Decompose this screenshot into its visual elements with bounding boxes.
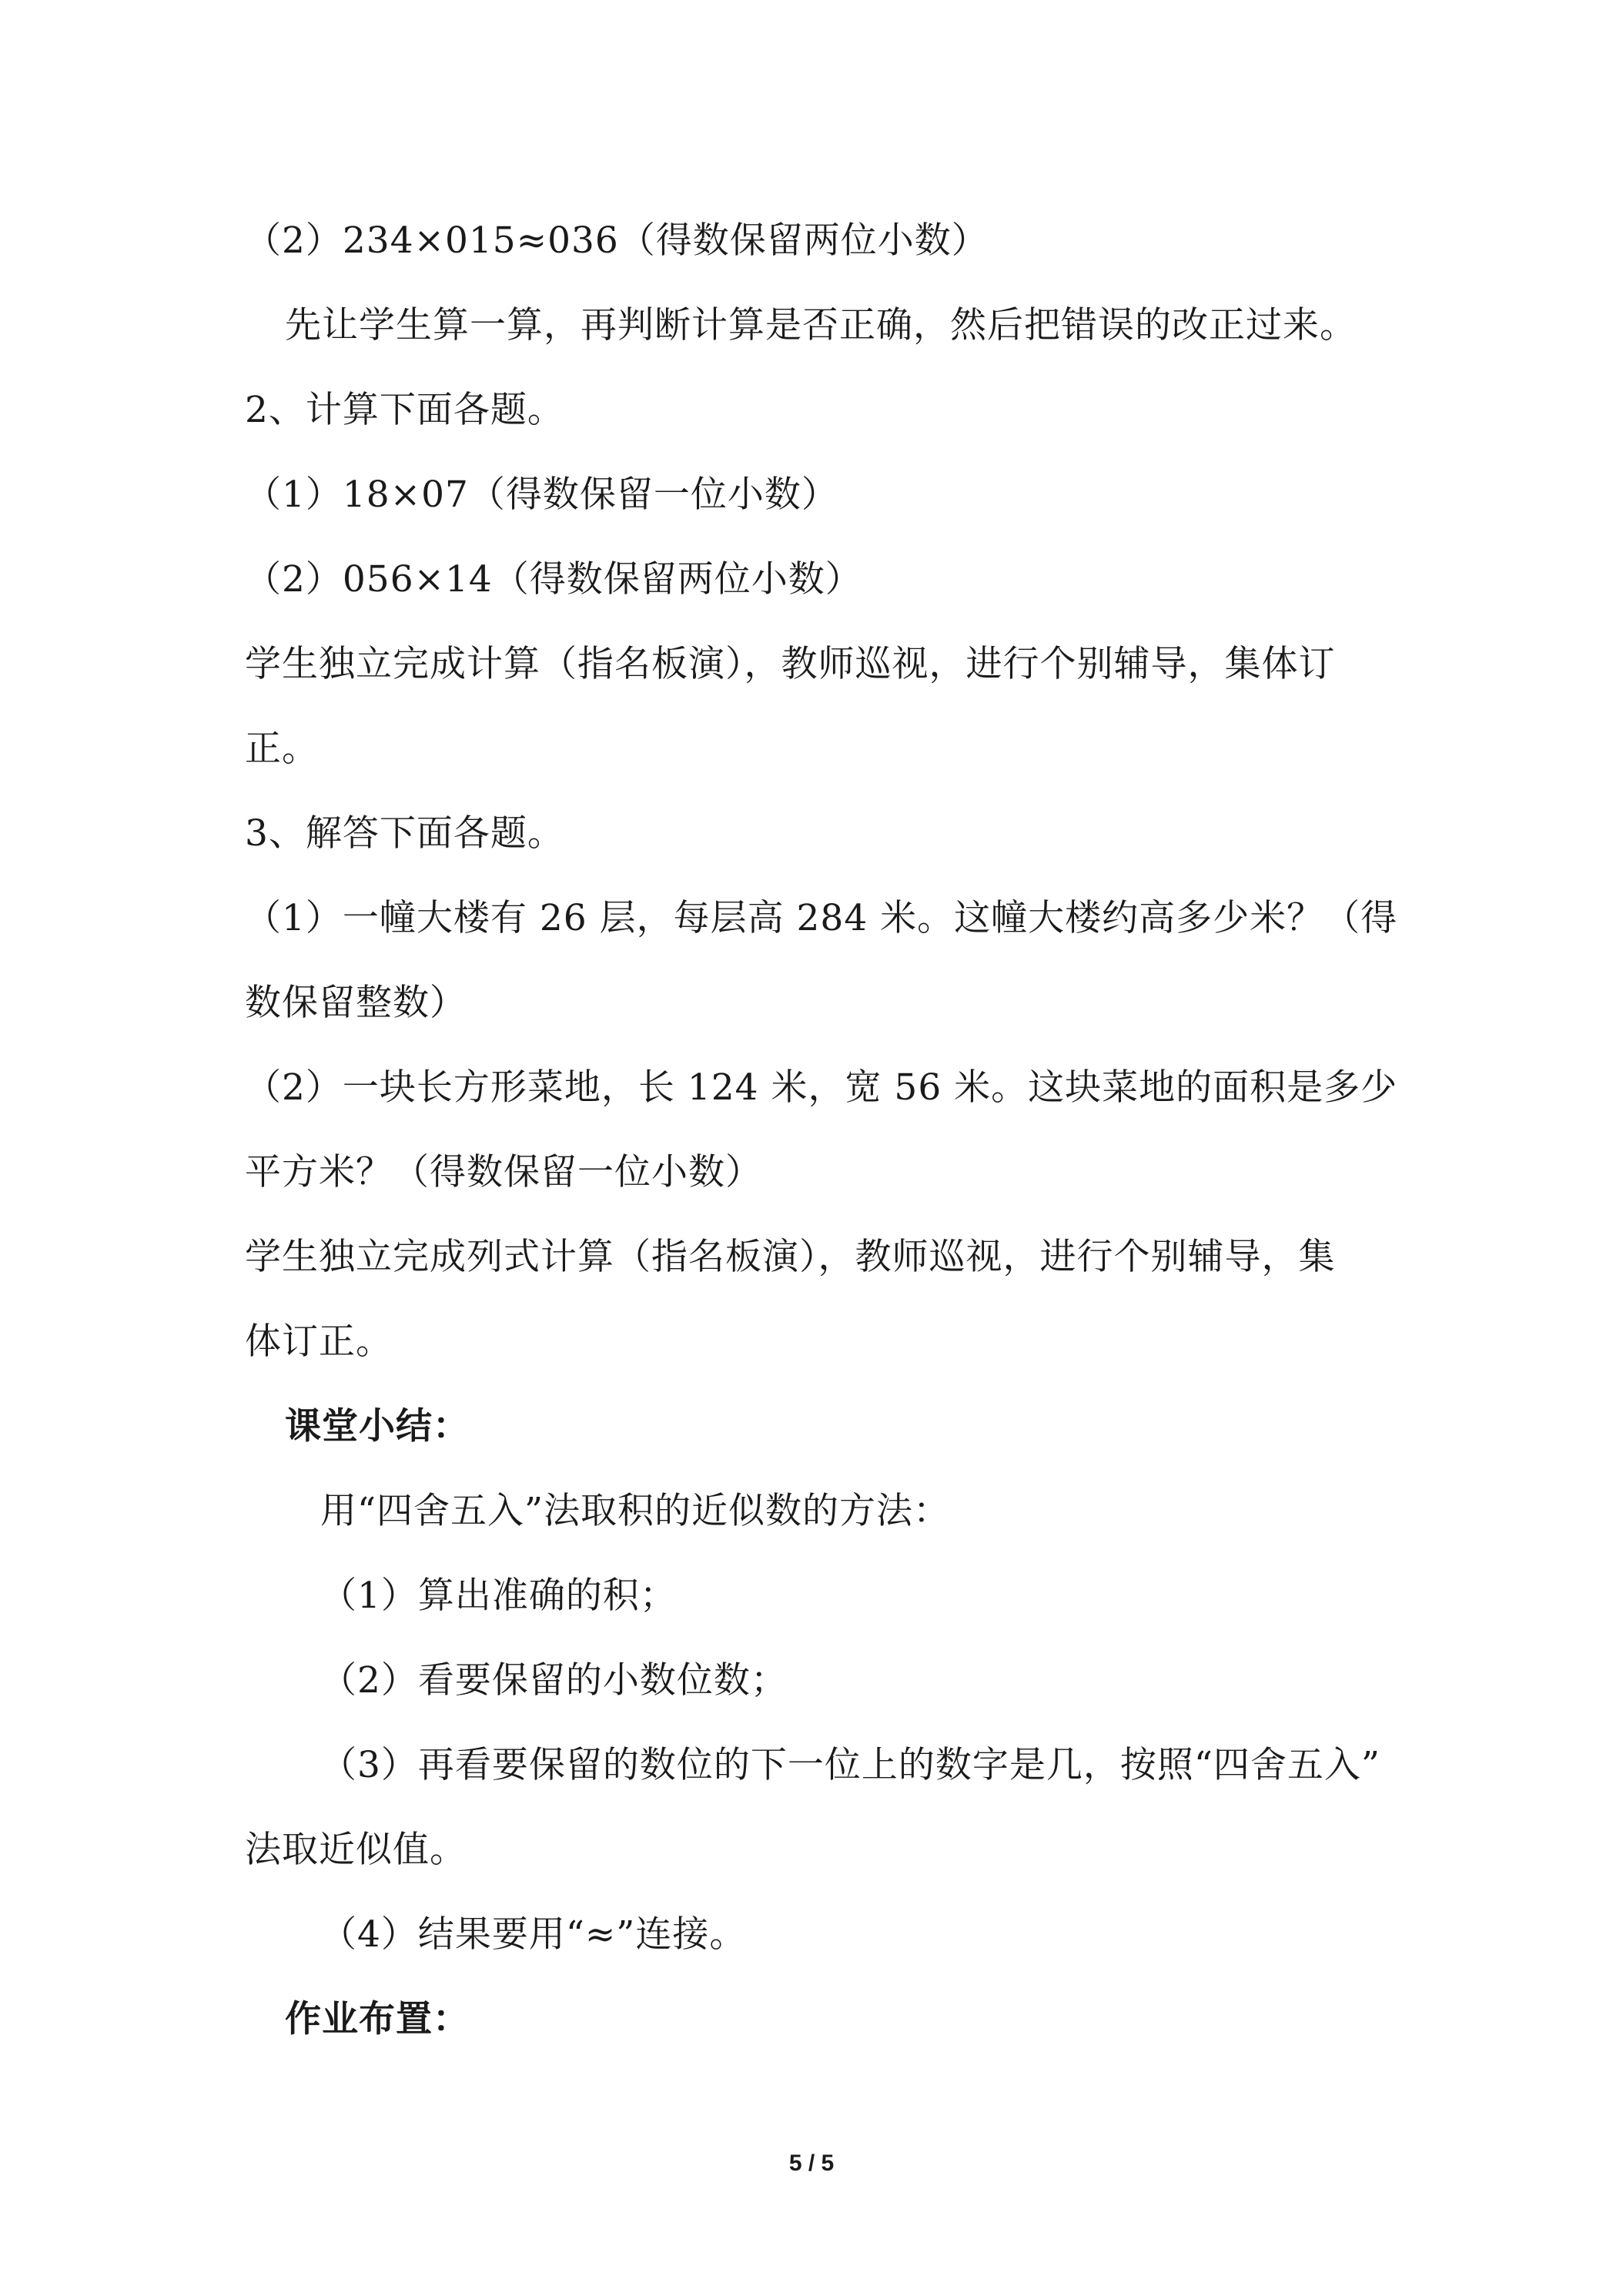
text-line: 正。 [245,728,319,770]
text-line: （2）一块长方形菜地，长 124 米，宽 56 米。这块菜地的面积是多少 [245,1066,1398,1109]
text-line: （2）看要保留的小数位数； [320,1659,788,1702]
text-line: 学生独立完成列式计算（指名板演），教师巡视，进行个别辅导，集 [245,1236,1336,1278]
section-heading: 2、计算下面各题。 [245,389,564,431]
text-line: （1）算出准确的积； [320,1575,677,1617]
text-line: （2）234×015≈036（得数保留两位小数） [245,219,989,262]
text-line: 平方米？（得数保留一位小数） [245,1151,762,1193]
section-heading: 3、解答下面各题。 [245,812,564,855]
page-indicator: 5 / 5 [788,2150,835,2176]
text-line: 学生独立完成计算（指名板演），教师巡视，进行个别辅导，集体订 [245,643,1336,685]
text-line: （1）一幢大楼有 26 层，每层高 284 米。这幢大楼约高多少米？（得 [245,897,1398,939]
text-line: （4）结果要用“≈”连接。 [320,1913,747,1956]
text-line: 体订正。 [245,1320,393,1363]
summary-heading: 课堂小结： [285,1405,470,1448]
homework-heading: 作业布置： [285,1998,470,2040]
text-line: （3）再看要保留的数位的下一位上的数字是几，按照“四舍五入” [320,1744,1380,1786]
text-line: （1）18×07（得数保留一位小数） [245,474,838,516]
text-line: 法取近似值。 [245,1829,467,1871]
text-line: 数保留整数） [245,982,467,1024]
text-line: 先让学生算一算，再判断计算是否正确，然后把错误的改正过来。 [285,304,1357,346]
text-line: （2）056×14（得数保留两位小数） [245,558,862,601]
text-line: 用“四舍五入”法取积的近似数的方法： [320,1490,951,1532]
